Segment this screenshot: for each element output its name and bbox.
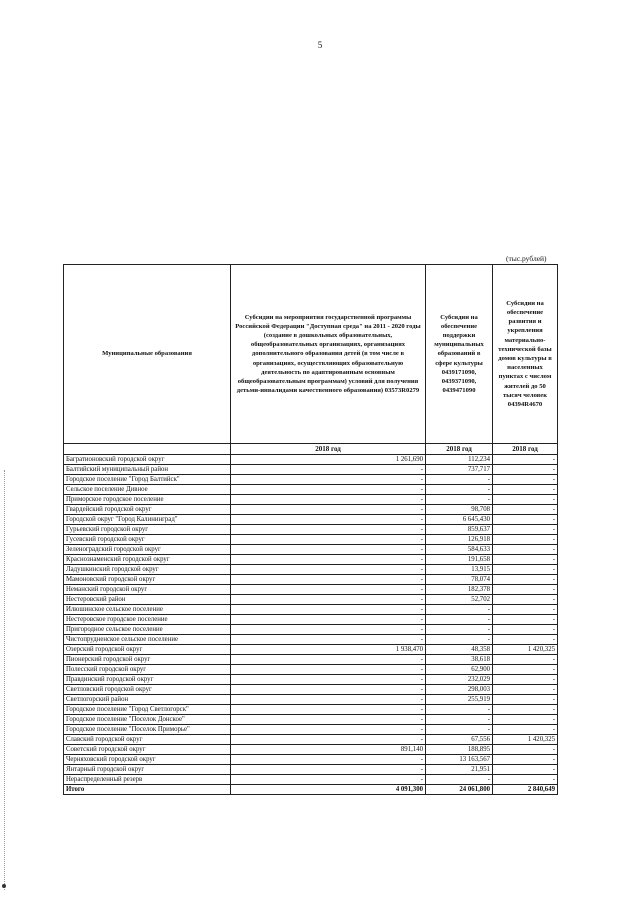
municipality-cell: Городской округ "Город Калининград" xyxy=(64,515,231,525)
col1-cell: - xyxy=(231,635,426,645)
municipality-cell: Багратионовский городской округ xyxy=(64,455,231,465)
municipality-cell: Балтийский муниципальный район xyxy=(64,465,231,475)
col2-cell: 13 163,567 xyxy=(426,755,493,765)
col1-cell: - xyxy=(231,585,426,595)
table-row xyxy=(64,475,558,485)
col2-cell: 67,556 xyxy=(426,735,493,745)
col3-cell: - xyxy=(493,725,558,735)
margin-scan-marks xyxy=(4,470,6,890)
col3-cell: - xyxy=(493,465,558,475)
col1-cell: - xyxy=(231,575,426,585)
table-row xyxy=(64,465,558,475)
table-row xyxy=(64,505,558,515)
col1-cell: - xyxy=(231,475,426,485)
municipality-cell: Гвардейский городской округ xyxy=(64,505,231,515)
col2-cell: - xyxy=(426,715,493,725)
table-row xyxy=(64,705,558,715)
municipality-cell: Светлогорский район xyxy=(64,695,231,705)
municipality-cell: Чистопрудненское сельское поселение xyxy=(64,635,231,645)
col1-cell: - xyxy=(231,715,426,725)
municipality-cell: Янтарный городской округ xyxy=(64,765,231,775)
table-header-row xyxy=(64,265,558,444)
municipality-cell: Советский городской округ xyxy=(64,745,231,755)
table-row xyxy=(64,645,558,655)
col2-cell: 188,895 xyxy=(426,745,493,755)
total-row xyxy=(64,785,558,795)
table-row xyxy=(64,595,558,605)
col2-cell: - xyxy=(426,625,493,635)
municipality-cell: Илюшинское сельское поселение xyxy=(64,605,231,615)
col3-cell: - xyxy=(493,455,558,465)
col3-cell: - xyxy=(493,535,558,545)
col3-cell: - xyxy=(493,475,558,485)
col2-cell: 13,915 xyxy=(426,565,493,575)
col3-cell: - xyxy=(493,515,558,525)
col3-cell: - xyxy=(493,765,558,775)
col3-cell: - xyxy=(493,525,558,535)
col2-cell: - xyxy=(426,775,493,785)
table-row xyxy=(64,755,558,765)
municipality-cell: Гурьевский городской округ xyxy=(64,525,231,535)
col1-cell: - xyxy=(231,775,426,785)
municipality-cell: Сельское поселение Дивное xyxy=(64,485,231,495)
table-row xyxy=(64,725,558,735)
col1-cell: - xyxy=(231,675,426,685)
table-row xyxy=(64,515,558,525)
header-col3: Субсидии на обеспечение развития и укрепления материально-технической базы домов культуры в населенных пунктах с числом жителей до 50 тысяч человек 04394R4670 xyxy=(493,265,558,444)
municipality-cell: Нестеровский район xyxy=(64,595,231,605)
table-row xyxy=(64,765,558,775)
table-row xyxy=(64,655,558,665)
col2-cell: 191,658 xyxy=(426,555,493,565)
municipality-cell: Пионерский городской округ xyxy=(64,655,231,665)
col3-cell: - xyxy=(493,625,558,635)
col3-cell: - xyxy=(493,685,558,695)
municipality-cell: Светловский городской округ xyxy=(64,685,231,695)
col3-cell: - xyxy=(493,655,558,665)
col1-cell: 1 938,470 xyxy=(231,645,426,655)
col3-cell: - xyxy=(493,555,558,565)
col2-cell: 62,900 xyxy=(426,665,493,675)
municipality-cell: Зеленоградский городской округ xyxy=(64,545,231,555)
col1-cell: - xyxy=(231,725,426,735)
col3-cell: - xyxy=(493,565,558,575)
municipality-cell: Пригородное сельское поселение xyxy=(64,625,231,635)
col1-cell: - xyxy=(231,515,426,525)
table-row xyxy=(64,735,558,745)
col1-cell: - xyxy=(231,535,426,545)
col2-cell: 52,702 xyxy=(426,595,493,605)
table-row xyxy=(64,625,558,635)
col2-cell: - xyxy=(426,495,493,505)
table-row xyxy=(64,575,558,585)
municipality-cell: Правдинский городской округ xyxy=(64,675,231,685)
col2-cell: - xyxy=(426,705,493,715)
col2-cell: 24 061,800 xyxy=(426,785,493,795)
year-blank xyxy=(64,444,231,455)
col1-cell: - xyxy=(231,765,426,775)
col1-cell: 1 261,690 xyxy=(231,455,426,465)
col1-cell: - xyxy=(231,625,426,635)
col2-cell: 737,717 xyxy=(426,465,493,475)
col2-cell: 232,029 xyxy=(426,675,493,685)
table-row xyxy=(64,695,558,705)
table-row xyxy=(64,485,558,495)
col2-cell: 182,378 xyxy=(426,585,493,595)
table-row xyxy=(64,665,558,675)
col3-cell: - xyxy=(493,755,558,765)
table-row xyxy=(64,775,558,785)
table-row xyxy=(64,675,558,685)
col3-cell: - xyxy=(493,775,558,785)
year-row xyxy=(64,444,558,455)
year-col3: 2018 год xyxy=(493,444,558,455)
table-row xyxy=(64,745,558,755)
col1-cell: - xyxy=(231,615,426,625)
col3-cell: - xyxy=(493,675,558,685)
municipality-cell: Нераспределенный резерв xyxy=(64,775,231,785)
col1-cell: - xyxy=(231,735,426,745)
col1-cell: - xyxy=(231,565,426,575)
col3-cell: 2 840,649 xyxy=(493,785,558,795)
col2-cell: 255,919 xyxy=(426,695,493,705)
col2-cell: 78,074 xyxy=(426,575,493,585)
col2-cell: 21,951 xyxy=(426,765,493,775)
col3-cell: - xyxy=(493,665,558,675)
col2-cell: - xyxy=(426,485,493,495)
table-row xyxy=(64,685,558,695)
municipality-cell: Ладушкинский городской округ xyxy=(64,565,231,575)
municipality-cell: Городское поселение "Поселок Донское" xyxy=(64,715,231,725)
col3-cell: - xyxy=(493,505,558,515)
page-number: 5 xyxy=(317,40,323,50)
col3-cell: 1 420,325 xyxy=(493,645,558,655)
col3-cell: - xyxy=(493,695,558,705)
col2-cell: - xyxy=(426,615,493,625)
col1-cell: - xyxy=(231,485,426,495)
table-row xyxy=(64,615,558,625)
municipality-cell: Черняховский городской округ xyxy=(64,755,231,765)
municipality-cell: Славский городской округ xyxy=(64,735,231,745)
table-row xyxy=(64,525,558,535)
col3-cell: - xyxy=(493,595,558,605)
col1-cell: - xyxy=(231,465,426,475)
col3-cell: - xyxy=(493,605,558,615)
col1-cell: - xyxy=(231,665,426,675)
table-row xyxy=(64,565,558,575)
col2-cell: 38,618 xyxy=(426,655,493,665)
col2-cell: 126,918 xyxy=(426,535,493,545)
table-row xyxy=(64,605,558,615)
municipality-cell: Краснознаменский городской округ xyxy=(64,555,231,565)
col2-cell: 584,633 xyxy=(426,545,493,555)
col2-cell: 859,637 xyxy=(426,525,493,535)
col3-cell: - xyxy=(493,575,558,585)
header-col1: Субсидии на мероприятия государственной программы Российской Федерации "Доступная среда" на 2011 - 2020 годы (создание в дошкольных образовательных, общеобразовательных организациях, организациях дополнительного образования детей (в том числе в организациях, осуществляющих образовательную деятельность по адаптированным основным общеобразовательным программам) условий для получения детьми-инвалидами качественного образования) 03573R0279 xyxy=(231,265,426,444)
col1-cell: 4 091,300 xyxy=(231,785,426,795)
col1-cell: - xyxy=(231,555,426,565)
col1-cell: 891,140 xyxy=(231,745,426,755)
col1-cell: - xyxy=(231,685,426,695)
col3-cell: - xyxy=(493,615,558,625)
municipality-cell: Озерский городской округ xyxy=(64,645,231,655)
year-col2: 2018 год xyxy=(426,444,493,455)
col1-cell: - xyxy=(231,605,426,615)
margin-dot xyxy=(2,884,6,888)
col3-cell: - xyxy=(493,495,558,505)
col1-cell: - xyxy=(231,655,426,665)
col2-cell: - xyxy=(426,635,493,645)
col2-cell: 298,003 xyxy=(426,685,493,695)
header-municipality: Муниципальные образования xyxy=(64,265,231,444)
municipality-cell: Городское поселение "Город Балтийск" xyxy=(64,475,231,485)
col2-cell: 112,234 xyxy=(426,455,493,465)
col1-cell: - xyxy=(231,705,426,715)
col2-cell: 48,358 xyxy=(426,645,493,655)
col1-cell: - xyxy=(231,505,426,515)
table-row xyxy=(64,635,558,645)
table-row xyxy=(64,555,558,565)
units-label: (тыс.рублей) xyxy=(506,254,547,263)
col2-cell: - xyxy=(426,475,493,485)
col1-cell: - xyxy=(231,495,426,505)
municipality-cell: Городское поселение "Город Светлогорск" xyxy=(64,705,231,715)
header-col2: Субсидии на обеспечение поддержки муниципальных образований в сфере культуры 0439171090, 0439371090, 0439471090 xyxy=(426,265,493,444)
col2-cell: - xyxy=(426,605,493,615)
year-col1: 2018 год xyxy=(231,444,426,455)
col2-cell: 98,708 xyxy=(426,505,493,515)
col1-cell: - xyxy=(231,595,426,605)
municipality-cell: Мамоновский городской округ xyxy=(64,575,231,585)
subsidy-table xyxy=(63,264,558,795)
col2-cell: 6 645,430 xyxy=(426,515,493,525)
municipality-cell: Итого xyxy=(64,785,231,795)
municipality-cell: Городское поселение "Поселок Приморье" xyxy=(64,725,231,735)
col2-cell: - xyxy=(426,725,493,735)
col3-cell: - xyxy=(493,745,558,755)
municipality-cell: Неманский городской округ xyxy=(64,585,231,595)
table-row xyxy=(64,495,558,505)
col3-cell: - xyxy=(493,635,558,645)
municipality-cell: Полесский городской округ xyxy=(64,665,231,675)
col3-cell: - xyxy=(493,485,558,495)
col3-cell: - xyxy=(493,715,558,725)
table-row xyxy=(64,585,558,595)
municipality-cell: Нестеровское городское поселение xyxy=(64,615,231,625)
col3-cell: 1 420,325 xyxy=(493,735,558,745)
col1-cell: - xyxy=(231,695,426,705)
table-row xyxy=(64,455,558,465)
col3-cell: - xyxy=(493,705,558,715)
municipality-cell: Приморское городское поселение xyxy=(64,495,231,505)
col1-cell: - xyxy=(231,525,426,535)
col3-cell: - xyxy=(493,545,558,555)
col1-cell: - xyxy=(231,755,426,765)
col1-cell: - xyxy=(231,545,426,555)
col3-cell: - xyxy=(493,585,558,595)
table-row xyxy=(64,535,558,545)
table-row xyxy=(64,545,558,555)
table-row xyxy=(64,715,558,725)
municipality-cell: Гусевский городской округ xyxy=(64,535,231,545)
